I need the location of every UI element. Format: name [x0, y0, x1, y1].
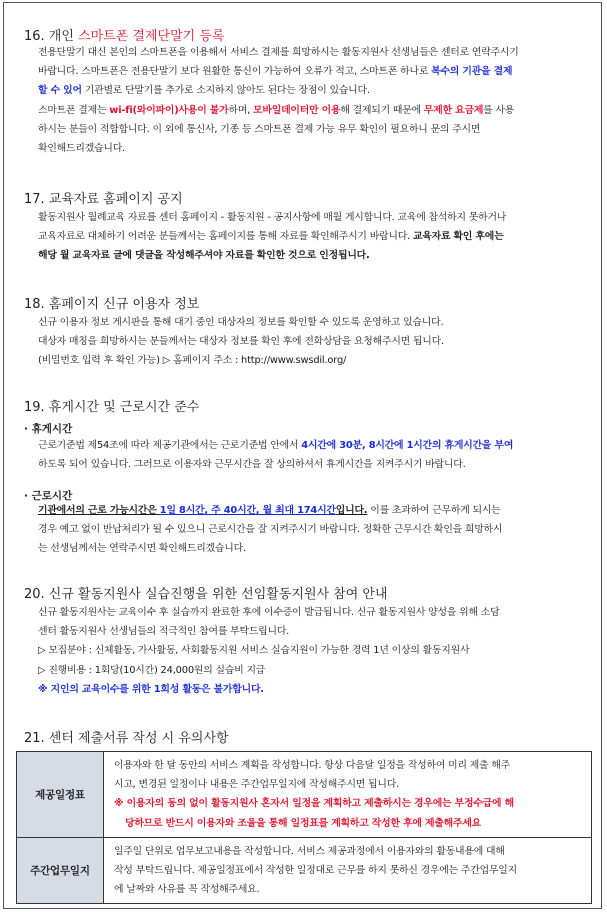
recruit-field-line: ▷ 모집분야 : 신체활동, 가사활동, 사회활동지원 서비스 실습지원이 가능한 경력 1년 이상의 활동지원사: [38, 645, 470, 657]
work-hours-body: [38, 501, 586, 559]
text-line: 신규 이용자 정보 게시판을 통해 대기 중인 대상자의 정보를 확인할 수 있도록 운영하고 있습니다.: [38, 317, 444, 328]
text-line: 확인해드리겠습니다.: [38, 142, 125, 154]
text-line: 스마트폰 결제는 wi-fi(와이파이)사용이 불가하며, 모바일데이터만 이용해 결제되기 때문에 무제한 요금제를 사용: [38, 104, 515, 116]
text-line: 하도록 되어 있습니다. 그러므로 이용자와 근무시간을 잘 상의하셔서 휴게시간을 지켜주시기 바랍니다.: [38, 459, 466, 471]
work-hours-heading: · 근로시간: [24, 490, 73, 502]
warning-line: ※ 이용자의 동의 없이 활동지원사 혼자서 일정을 계획하고 제출하시는 경우에는 부정수급에 해: [114, 798, 514, 810]
text-line: 교육자료로 대체하기 어려운 분들께서는 홈페이지를 통해 자료를 확인해주시기 바랍니다. 교육자료 확인 후에는: [38, 231, 504, 243]
row-content-schedule: [104, 752, 592, 838]
notice-line: ※ 지인의 교육이수를 위한 1회성 활동은 불가합니다.: [38, 683, 264, 695]
section-17-title: 17. 교육자료 홈페이지 공지: [24, 192, 183, 207]
section-16-title: 16. 개인 스마트폰 결제단말기 등록: [24, 29, 225, 44]
text-line: 작성 부탁드립니다. 제공일정표에서 작성한 일정대로 근무를 하지 못하신 경우에는 주간업무일지: [114, 865, 517, 877]
section-20-title: 20. 신규 활동지원사 실습진행을 위한 선임활동지원사 참여 안내: [24, 587, 388, 602]
text-line: 전용단말기 대신 본인의 스마트폰을 이용해서 서비스 결제를 희망하시는 활동지원사 선생님들은 센터로 연락주시기: [38, 47, 519, 58]
text-line: 할 수 있어 기관별로 단말기를 추가로 소지하지 않아도 된다는 장점이 있습니다.: [38, 85, 370, 97]
text-line: 활동지원사 월례교육 자료를 센터 홈페이지 - 활동지원 - 공지사항에 매월 게시합니다. 교육에 참석하지 못하거나: [38, 212, 507, 223]
text-line: 근로기준법 제54조에 따라 제공기관에서는 근로기준법 안에서 4시간에 30분, 8시간에 1시간의 휴게시간을 부여: [38, 440, 514, 451]
break-time-heading: · 휴게시간: [24, 423, 73, 435]
section-16-body: [38, 43, 586, 158]
table-row: [17, 837, 592, 904]
section-18-body: [38, 313, 586, 371]
text-line: 바랍니다. 스마트폰은 전용단말기 보다 원활한 통신이 가능하여 오류가 적고, 스마트폰 하나로 복수의 기관을 결제: [38, 66, 513, 78]
section-18-title: 18. 홈페이지 신규 이용자 정보: [24, 297, 200, 312]
text-line: 대상자 매칭을 희망하시는 분들께서는 대상자 정보를 확인 후에 전화상담을 요청해주시면 됩니다.: [38, 336, 444, 348]
text-line: 이용자와 한 달 동안의 서비스 계획을 작성합니다. 항상 다음달 일정을 작성하여 미리 제출 해주: [114, 760, 511, 771]
text-line: 는 선생님께서는 연락주시면 확인해드리겠습니다.: [38, 543, 246, 555]
text-line: 센터 활동지원사 선생님들의 적극적인 참여를 부탁드립니다.: [38, 626, 290, 638]
text-line: 시고, 변경된 일정이나 내용은 주간업무일지에 작성해주시면 됩니다.: [114, 779, 400, 791]
section-16-title-highlight: 스마트폰 결제단말기 등록: [78, 29, 225, 44]
row-label-schedule: 제공일정표: [17, 752, 104, 838]
section-17-body: [38, 208, 586, 266]
break-time-body: [38, 436, 586, 474]
warning-line: 당하므로 반드시 이용자와 조율을 통해 일정표를 계획하고 작성한 후에 제출해주세요: [125, 817, 482, 829]
text-line: 기관에서의 근로 가능시간은 1일 8시간, 주 40시간, 월 최대 174시간입니다. 이를 초과하여 근무하게 되시는: [38, 505, 501, 516]
section-19-title: 19. 휴게시간 및 근로시간 준수: [24, 400, 200, 415]
text-line: 하시는 분들이 적합합니다. 이 외에 통신사, 기종 등 스마트폰 결제 가능 유무 확인이 필요하니 문의 주시면: [38, 123, 481, 135]
document-page: [3, 2, 602, 909]
text-line: 일주일 단위로 업무보고내용을 작성합니다. 서비스 제공과정에서 이용자와의 활동내용에 대해: [114, 845, 505, 857]
row-label-weekly-log: 주간업무일지: [17, 837, 104, 904]
text-line: 해당 월 교육자료 글에 댓글을 작성해주셔야 자료를 확인한 것으로 인정됩니다.: [38, 250, 370, 262]
submission-notes-table: [16, 751, 592, 904]
text-line: 에 날짜와 사유를 꼭 작성해주세요.: [114, 884, 260, 896]
section-20-body: [38, 603, 586, 699]
table-row: [17, 752, 592, 838]
cost-line: ▷ 진행비용 : 1회당(10시간) 24,000원의 실습비 지급: [38, 664, 266, 676]
row-content-weekly-log: [104, 837, 592, 904]
section-21-title: 21. 센터 제출서류 작성 시 유의사항: [24, 731, 229, 746]
text-line: 신규 활동지원사는 교육이수 후 실습까지 완료한 후에 이수증이 발급됩니다. 신규 활동지원사 양성을 위해 소담: [38, 607, 500, 618]
homepage-url-line: (비밀번호 입력 후 확인 가능) ▷ 홈페이지 주소 : http://www.swsdil.org/: [38, 355, 347, 367]
text-line: 경우 예고 없이 반납처리가 될 수 있으니 근로시간을 잘 지켜주시기 바랍니다. 정확한 근무시간 확인을 희망하시: [38, 524, 503, 536]
